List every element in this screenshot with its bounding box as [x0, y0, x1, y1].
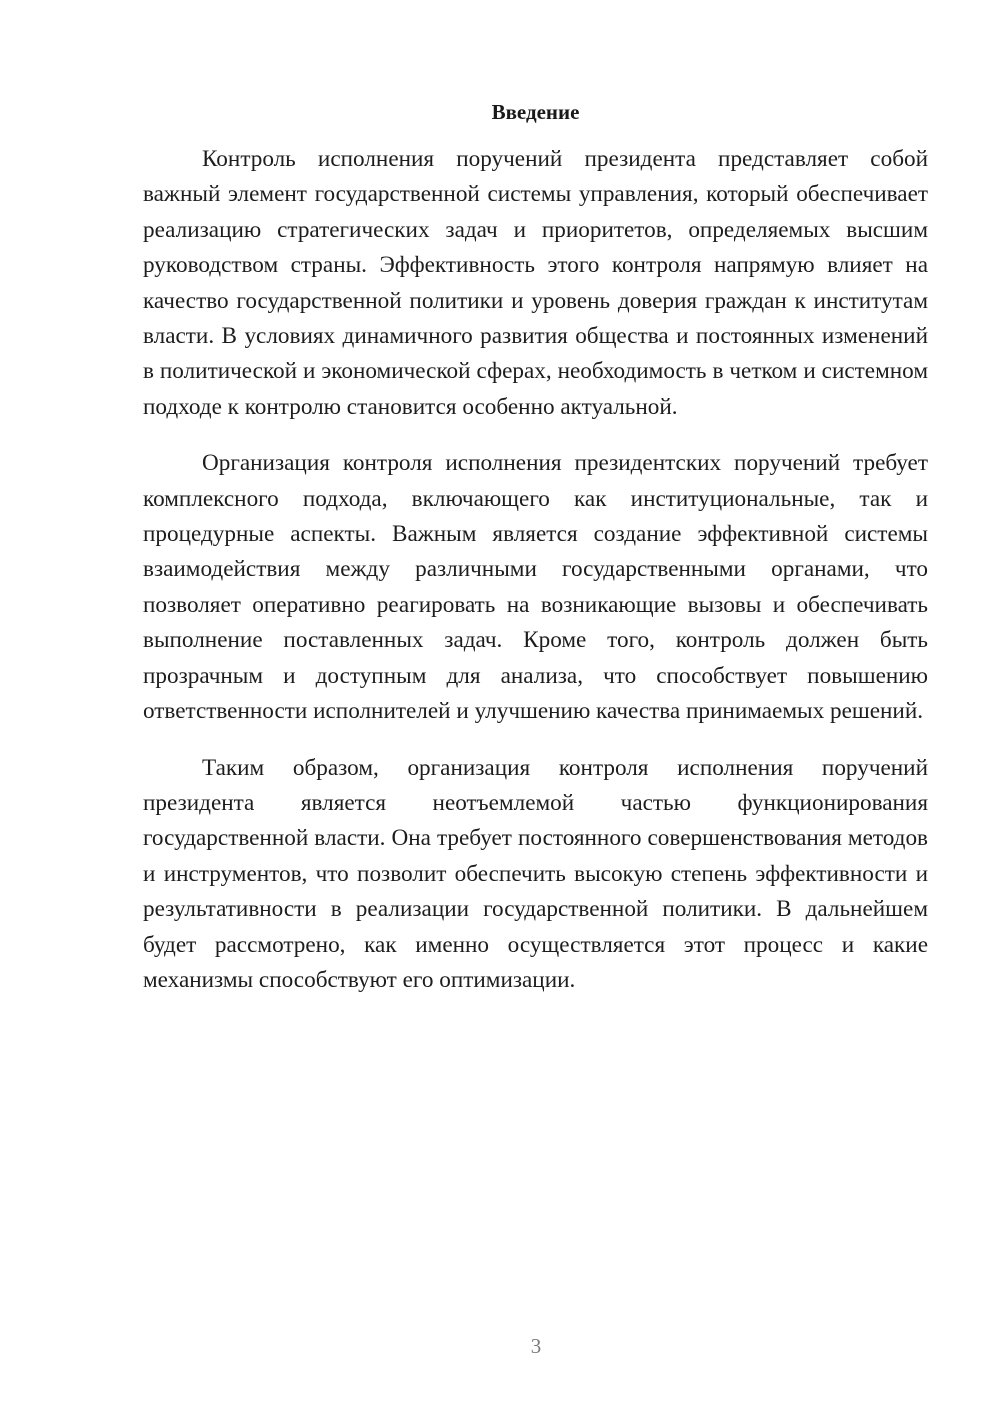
- section-heading: Введение: [491, 100, 580, 124]
- paragraph-2: Организация контроля исполнения президентских поручений требует комплексного подхода, включающего как институциональные, так и процедурные аспекты. Важным является создание эффективной системы взаимодействия между различными государственными органами, что позволяет оперативно реагировать на возникающие вызовы и обеспечивать выполнение поставленных задач. Кроме того, контроль должен быть прозрачным и доступным для анализа, что способствует повышению ответственности исполнителей и улучшению качества принимаемых решений.: [143, 450, 928, 725]
- paragraph-3: Таким образом, организация контроля исполнения поручений президента является неотъемлемой частью функционирования государственной власти. Она требует постоянного совершенствования методов и инструментов, что позволит обеспечить высокую степень эффективности и результативности в реализации государственной политики. В дальнейшем будет рассмотрено, как именно осуществляется этот процесс и какие механизмы способствуют его оптимизации.: [143, 754, 928, 993]
- page-number: 3: [530, 1334, 542, 1358]
- body-text: [143, 142, 928, 1019]
- paragraph-1: Контроль исполнения поручений президента представляет собой важный элемент государственной системы управления, который обеспечивает реализацию стратегических задач и приоритетов, определяемых высшим руководством страны. Эффективность этого контроля напрямую влияет на качество государственной политики и уровень доверия граждан к институтам власти. В условиях динамичного развития общества и постоянных изменений в политической и экономической сферах, необходимость в четком и системном подходе к контролю становится особенно актуальной.: [143, 146, 928, 420]
